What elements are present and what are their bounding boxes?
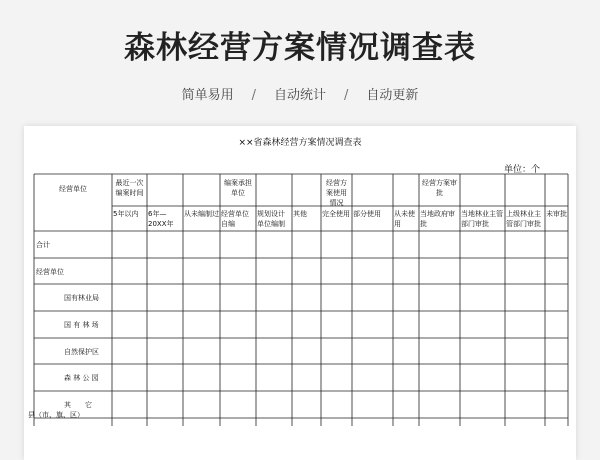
row-label: 经营单位 [36, 268, 64, 276]
column-subheader: 从未使用 [394, 210, 415, 228]
column-subheader: 5年以内 [113, 210, 139, 218]
column-subheader: 从未编制过 [184, 210, 219, 218]
row-label: 自然保护区 [64, 348, 99, 356]
tag-separator: / [344, 88, 349, 103]
row-label: 合计 [36, 241, 50, 249]
row-label: 国 有 林 场 [64, 321, 99, 329]
column-subheader: 未审批 [546, 210, 567, 218]
column-subheader: 当地政府审批 [420, 210, 455, 228]
page-title: 森林经营方案情况调查表 [124, 30, 476, 66]
tag-auto-update: 自动更新 [366, 88, 419, 103]
column-subheader: 上级林业主管部门审批 [506, 210, 541, 228]
column-header: 经营方案审批 [422, 179, 457, 197]
column-subheader: 其他 [293, 210, 307, 218]
column-subheader: 完全使用 [322, 210, 350, 218]
row-label: 国有林业局 [64, 294, 99, 302]
survey-table-grid [24, 126, 576, 460]
column-subheader: 经营单位自编 [221, 210, 249, 228]
column-header: 经营单位 [59, 185, 87, 193]
column-subheader: 规划设计单位编制 [257, 210, 285, 228]
tag-auto-stat: 自动统计 [273, 88, 326, 103]
row-label: 森 林 公 园 [64, 374, 99, 382]
column-subheader: 当地林业主管部门审批 [461, 210, 503, 228]
row-label: 其 它 [64, 401, 92, 409]
column-subheader: 部分使用 [353, 210, 381, 218]
document-preview [24, 126, 576, 460]
column-header: 编案承担单位 [224, 179, 252, 197]
document-title: ××省森林经营方案情况调查表 [238, 138, 362, 148]
column-subheader: 6年—20XX年 [148, 210, 174, 228]
feature-tags [0, 84, 600, 103]
row-label: 县（市、旗、区） [28, 411, 84, 419]
tag-easy: 简单易用 [181, 88, 234, 103]
column-header: 最近一次编案时间 [115, 179, 144, 197]
column-header: 经营方案使用情况 [326, 179, 347, 207]
unit-label: 单位：个 [504, 165, 541, 175]
tag-separator: / [251, 88, 256, 103]
